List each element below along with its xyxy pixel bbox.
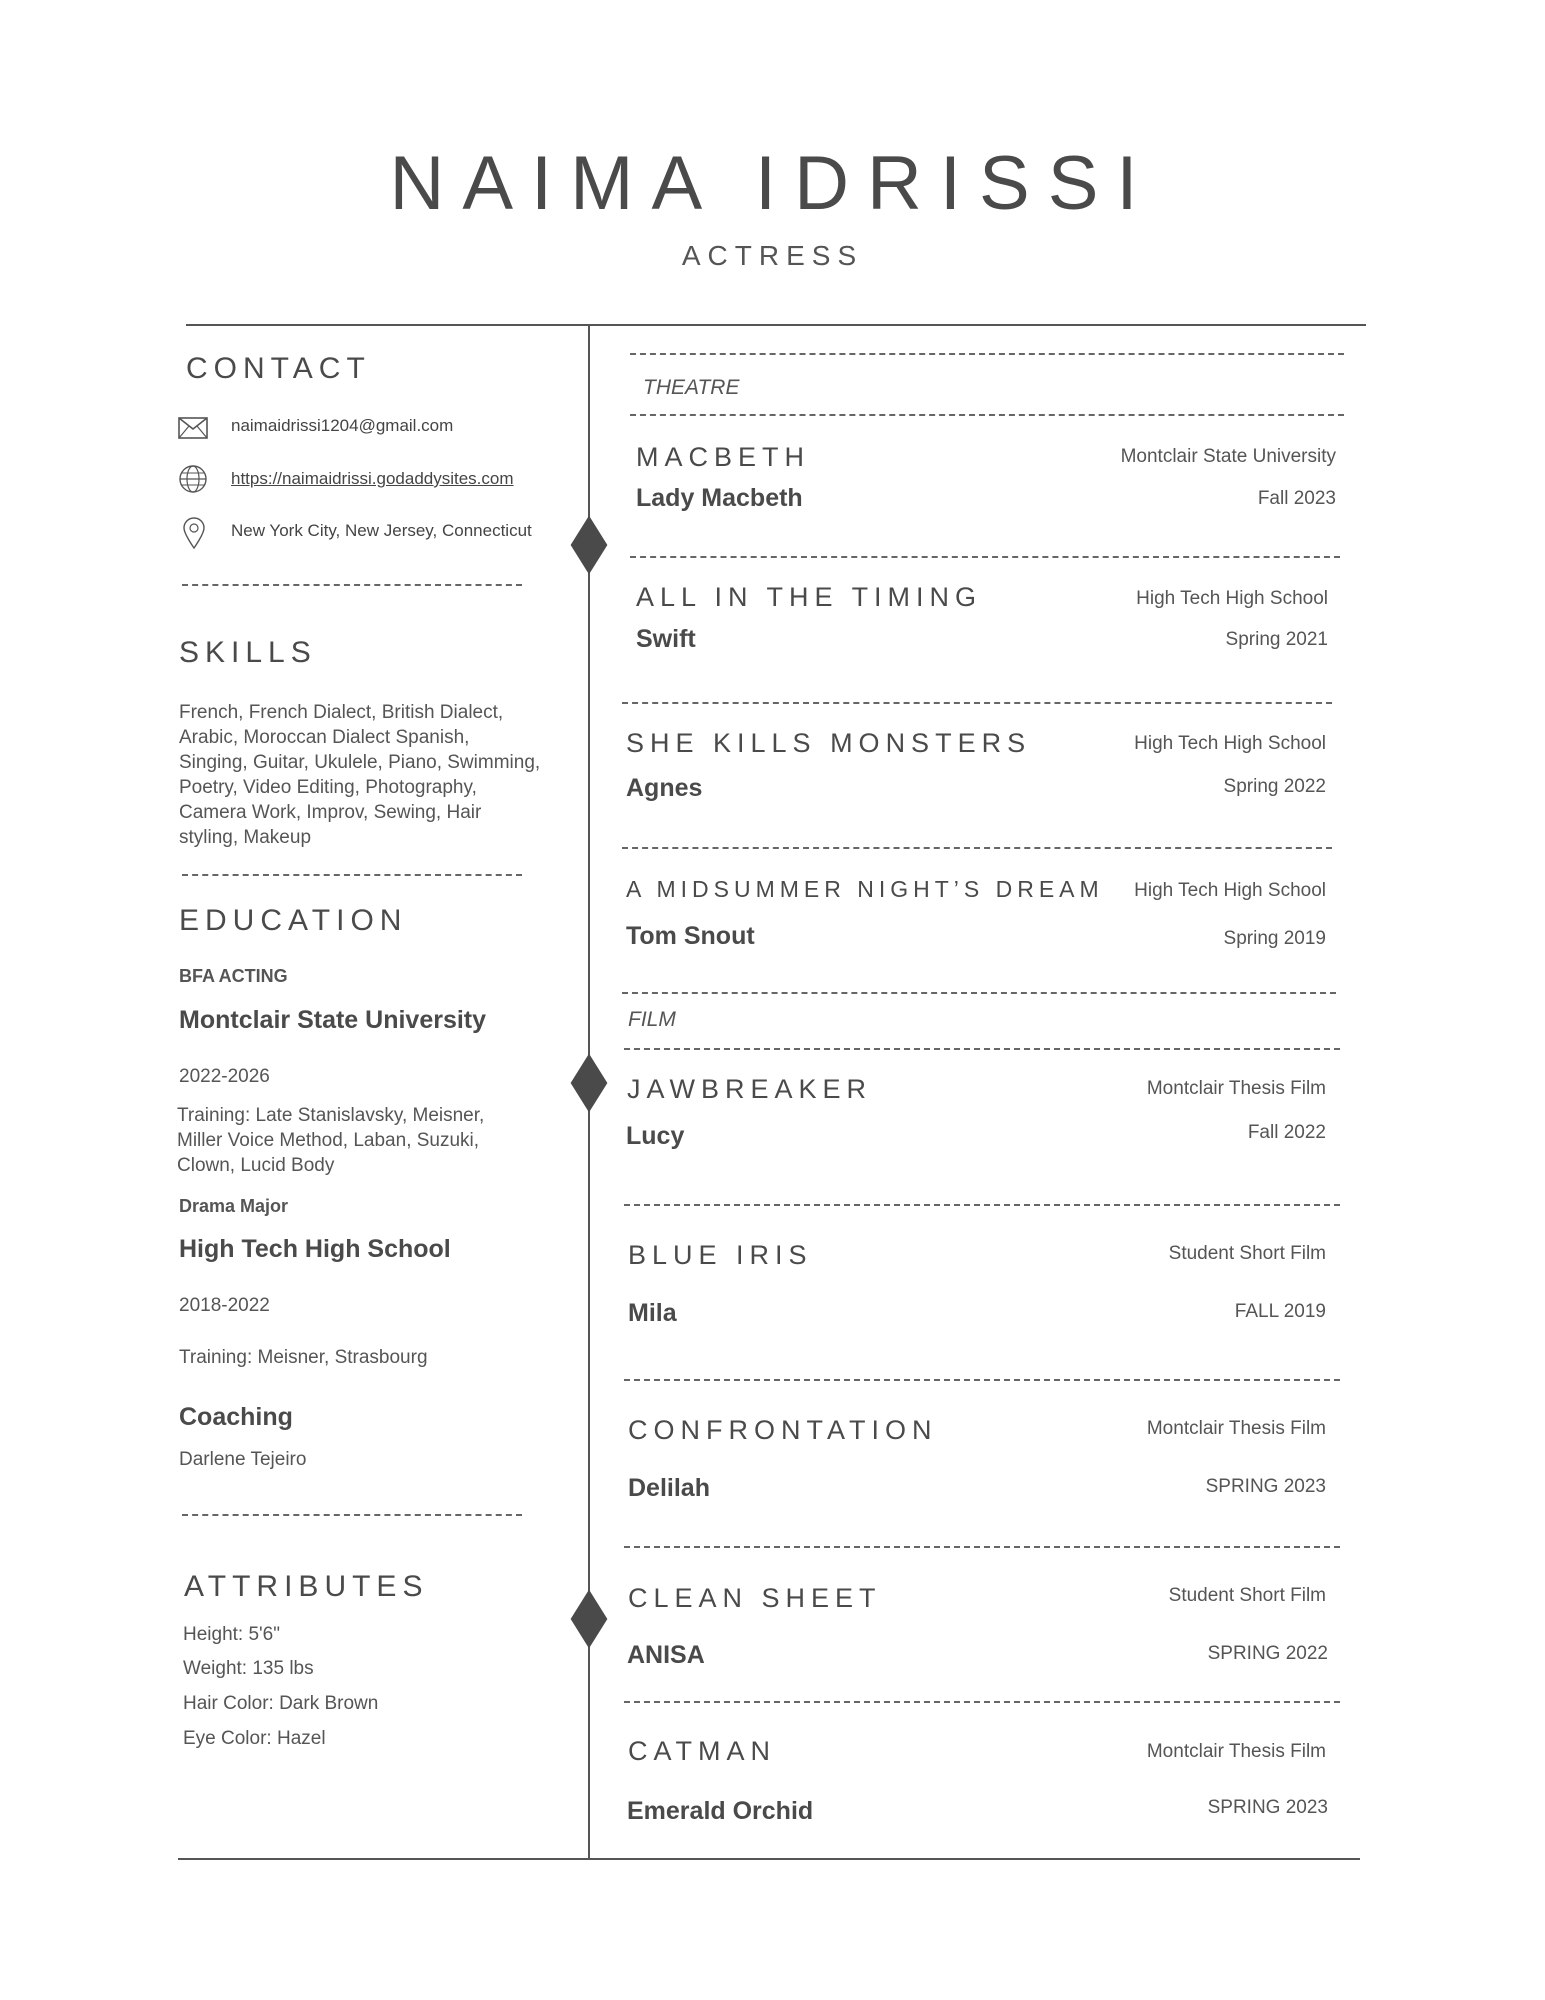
credit-role: Mila	[628, 1299, 677, 1327]
section-divider	[182, 1514, 522, 1516]
credit-divider	[624, 1701, 1340, 1703]
credit-date: FALL 2019	[1234, 1301, 1326, 1322]
credit-venue: Montclair Thesis Film	[1146, 1078, 1326, 1099]
coaching-label: Coaching	[179, 1403, 293, 1431]
resume-name: NAIMA IDRISSI	[389, 141, 1156, 226]
credit-date: Spring 2022	[1223, 776, 1326, 797]
credit-role: ANISA	[627, 1641, 705, 1669]
skills-list	[179, 700, 559, 850]
skills-line: styling, Makeup	[179, 827, 312, 848]
training-line: Clown, Lucid Body	[177, 1155, 335, 1176]
education-heading: EDUCATION	[179, 904, 408, 937]
credit-venue: High Tech High School	[1134, 733, 1326, 754]
credit-date: Spring 2021	[1225, 629, 1328, 650]
credit-divider	[622, 702, 1332, 704]
education-degree: BFA ACTING	[179, 966, 288, 986]
attribute-item: Eye Color: Hazel	[183, 1728, 326, 1749]
credit-divider	[624, 1546, 1340, 1548]
divider-diamond	[571, 516, 608, 575]
credit-divider	[622, 847, 1332, 849]
credit-divider	[624, 1204, 1340, 1206]
globe-icon	[178, 464, 208, 494]
credit-divider	[624, 1048, 1340, 1050]
film-label: FILM	[628, 1008, 676, 1031]
top-divider	[186, 324, 1366, 326]
credit-date: Spring 2019	[1223, 928, 1326, 949]
credit-role: Delilah	[628, 1474, 710, 1502]
training-line: Miller Voice Method, Laban, Suzuki,	[177, 1130, 480, 1151]
divider-diamond	[571, 1590, 608, 1649]
credit-role: Emerald Orchid	[627, 1797, 814, 1825]
theatre-label: THEATRE	[643, 376, 740, 399]
credit-title: MACBETH	[636, 442, 811, 472]
credit-date: Fall 2023	[1257, 488, 1336, 509]
coach-name: Darlene Tejeiro	[179, 1449, 307, 1470]
credit-title: A MIDSUMMER NIGHT’S DREAM	[626, 876, 1104, 902]
credit-date: SPRING 2022	[1207, 1643, 1328, 1664]
resume-subtitle: ACTRESS	[681, 240, 864, 271]
mail-icon	[178, 417, 208, 439]
credit-title: JAWBREAKER	[627, 1074, 873, 1104]
credit-title: CATMAN	[628, 1736, 776, 1766]
credit-venue: High Tech High School	[1134, 880, 1326, 901]
bottom-divider	[178, 1858, 1360, 1860]
credit-title: CLEAN SHEET	[628, 1583, 882, 1613]
credit-venue: Montclair Thesis Film	[1146, 1418, 1326, 1439]
section-divider	[182, 874, 522, 876]
credit-venue: Student Short Film	[1168, 1585, 1326, 1606]
attribute-item: Height: 5'6"	[183, 1624, 280, 1645]
education-training: Training: Meisner, Strasbourg	[179, 1347, 428, 1368]
credit-title: CONFRONTATION	[628, 1415, 938, 1445]
contact-heading: CONTACT	[186, 352, 371, 385]
credit-title: BLUE IRIS	[628, 1240, 813, 1270]
section-divider	[182, 584, 522, 586]
education-years: 2022-2026	[179, 1066, 270, 1087]
credit-role: Swift	[636, 625, 696, 653]
location-text: New York City, New Jersey, Connecticut	[231, 521, 532, 540]
education-school: Montclair State University	[179, 1006, 487, 1034]
credit-divider	[630, 556, 1340, 558]
credit-venue: High Tech High School	[1136, 588, 1328, 609]
education-years: 2018-2022	[179, 1295, 270, 1316]
credit-date: SPRING 2023	[1207, 1797, 1328, 1818]
credit-title: ALL IN THE TIMING	[636, 582, 983, 612]
credit-role: Lucy	[626, 1122, 685, 1150]
divider-diamond	[571, 1054, 608, 1113]
education-degree: Drama Major	[179, 1196, 289, 1216]
credit-venue: Montclair Thesis Film	[1146, 1741, 1326, 1762]
attributes-heading: ATTRIBUTES	[184, 1570, 429, 1603]
attribute-item: Weight: 135 lbs	[183, 1658, 314, 1679]
skills-heading: SKILLS	[179, 636, 317, 669]
map-pin-icon	[182, 516, 206, 550]
credit-role: Lady Macbeth	[636, 484, 803, 512]
website-link[interactable]: https://naimaidrissi.godaddysites.com	[231, 469, 514, 488]
skills-line: French, French Dialect, British Dialect,	[179, 702, 504, 723]
education-training	[177, 1103, 557, 1178]
training-line: Training: Late Stanislavsky, Meisner,	[177, 1105, 485, 1126]
credit-role: Agnes	[626, 774, 703, 802]
credit-venue: Student Short Film	[1168, 1243, 1326, 1264]
credit-divider	[622, 992, 1336, 994]
education-school: High Tech High School	[179, 1235, 451, 1263]
credit-divider	[630, 414, 1344, 416]
skills-line: Singing, Guitar, Ukulele, Piano, Swimming,	[179, 752, 541, 773]
credit-divider	[630, 353, 1344, 355]
credit-role: Tom Snout	[626, 922, 755, 950]
credit-title: SHE KILLS MONSTERS	[626, 728, 1032, 758]
attribute-item: Hair Color: Dark Brown	[183, 1693, 379, 1714]
skills-line: Arabic, Moroccan Dialect Spanish,	[179, 727, 470, 748]
skills-line: Poetry, Video Editing, Photography,	[179, 777, 477, 798]
credit-date: Fall 2022	[1247, 1122, 1326, 1143]
credit-date: SPRING 2023	[1205, 1476, 1326, 1497]
credit-divider	[624, 1379, 1340, 1381]
email-link[interactable]: naimaidrissi1204@gmail.com	[231, 416, 454, 435]
credit-venue: Montclair State University	[1120, 446, 1336, 467]
skills-line: Camera Work, Improv, Sewing, Hair	[179, 802, 482, 823]
